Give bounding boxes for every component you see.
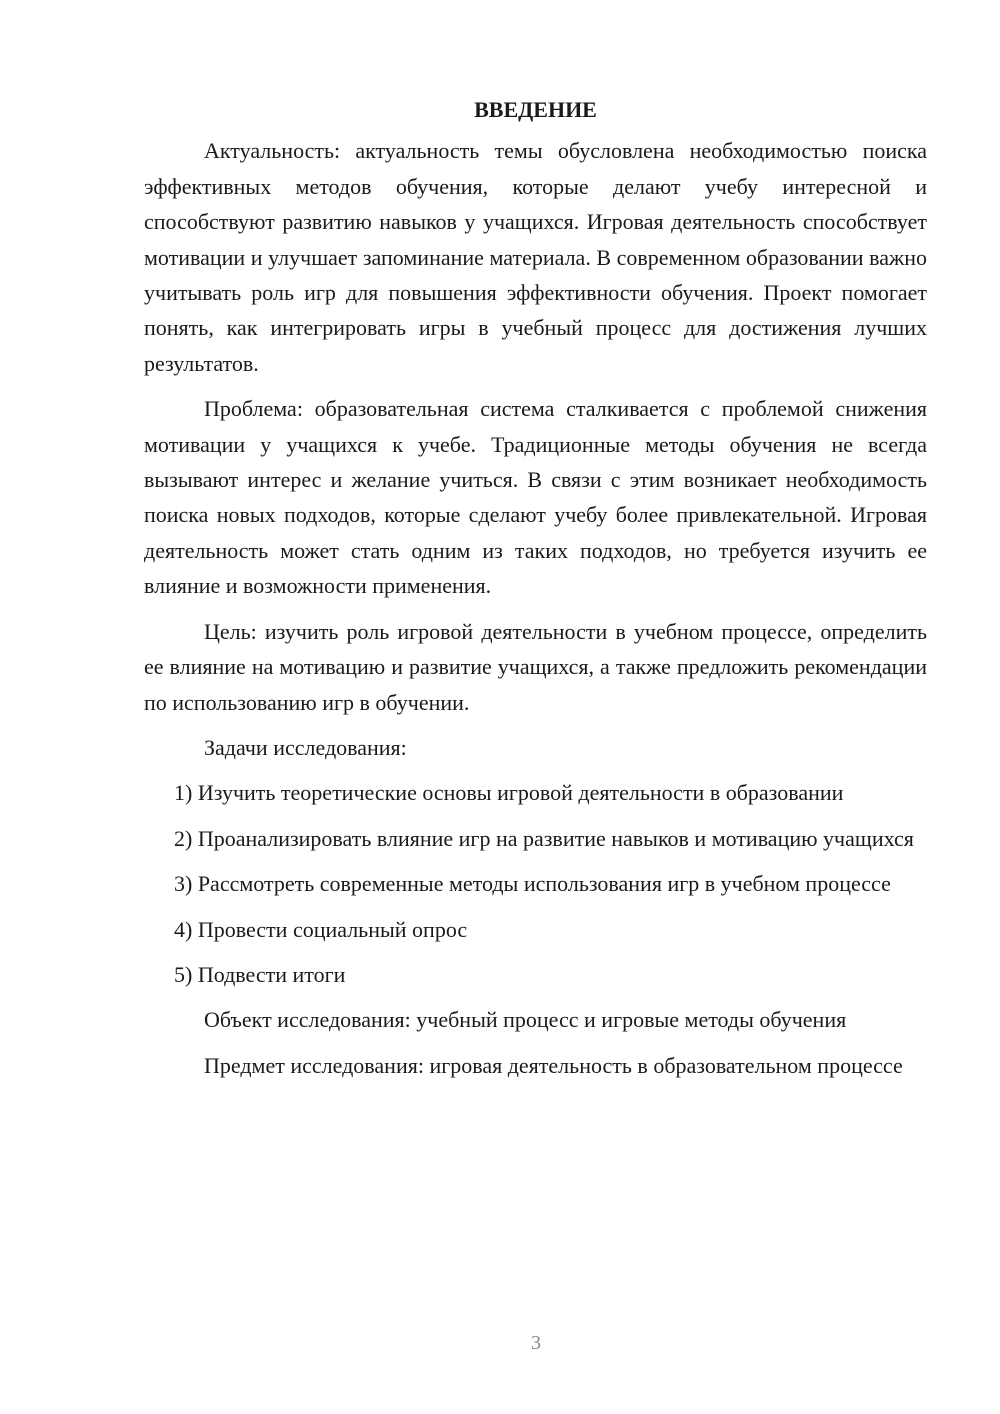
task-item-1: 1) Изучить теоретические основы игровой деятельности в образовании	[174, 780, 844, 806]
goal-paragraph: Цель: изучить роль игровой деятельности в учебном процессе, определить ее влияние на мотивацию и развитие учащихся, а также предложить рекомендации по использованию игр в обучении.	[144, 618, 927, 715]
task-item-2: 2) Проанализировать влияние игр на развитие навыков и мотивацию учащихся	[174, 825, 914, 851]
subject-paragraph: Предмет исследования: игровая деятельность в образовательном процессе	[204, 1052, 903, 1078]
task-item-3: 3) Рассмотреть современные методы использования игр в учебном процессе	[174, 871, 891, 897]
relevance-paragraph: Актуальность: актуальность темы обусловлена необходимостью поиска эффективных методов обучения, которые делают учебу интересной и способствуют развитию навыков у учащихся. Игровая деятельность способствует мотивации и улучшает запоминание материала. В современном образовании важно учитывать роль игр для повышения эффективности обучения. Проект помогает понять, как интегрировать игры в учебный процесс для достижения лучших результатов.	[144, 138, 927, 376]
object-paragraph: Объект исследования: учебный процесс и игровые методы обучения	[204, 1007, 847, 1033]
task-item-4: 4) Провести социальный опрос	[174, 916, 468, 942]
problem-paragraph: Проблема: образовательная система сталкивается с проблемой снижения мотивации у учащихся к учебе. Традиционные методы обучения не всегда вызывают интерес и желание учиться. В связи с этим возникает необходимость поиска новых подходов, которые сделают учебу более привлекательной. Игровая деятельность может стать одним из таких подходов, но требуется изучить ее влияние и возможности применения.	[144, 396, 927, 599]
task-item-5: 5) Подвести итоги	[174, 961, 346, 987]
section-heading: ВВЕДЕНИЕ	[474, 97, 597, 122]
page-number: 3	[531, 1332, 541, 1354]
tasks-label: Задачи исследования:	[204, 734, 407, 760]
page-content	[144, 92, 927, 1093]
